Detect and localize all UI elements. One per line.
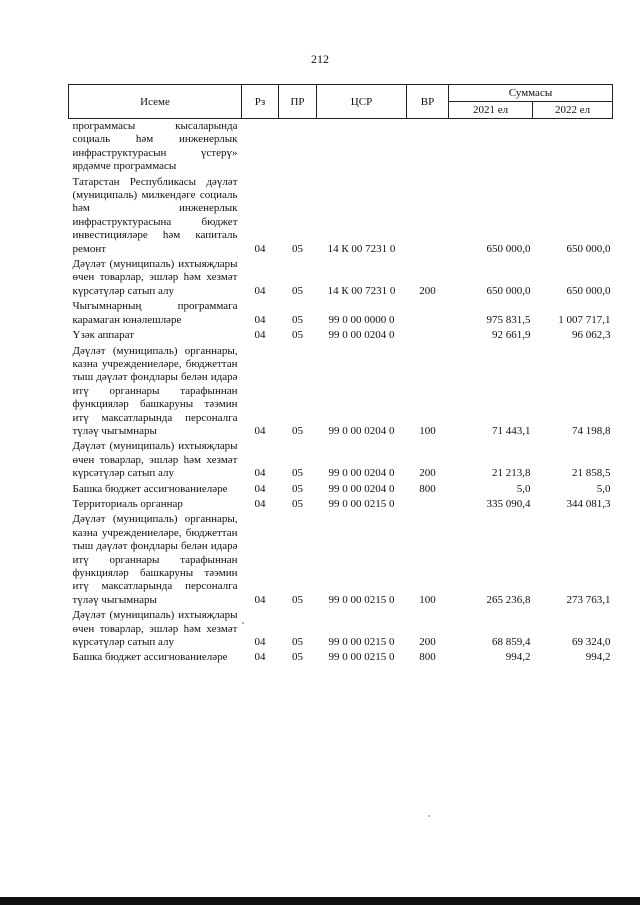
table-body (69, 119, 613, 666)
row-name: Дәүләт (муниципаль) ихтыяҗлары өчен товарлар, эшләр һәм хезмәт күрсәтүләр сатып алу (72, 609, 238, 649)
row-name: Башка бюджет ассигнованиеләре (72, 482, 228, 495)
header-name: Исеме (69, 85, 242, 119)
header-pr: ПР (279, 85, 317, 119)
row-rz: 04 (254, 593, 266, 606)
row-sum-2021: 21 213,8 (492, 467, 531, 480)
row-pr: 05 (292, 482, 303, 495)
scan-speck (428, 815, 430, 817)
row-sum-2022: 994,2 (585, 651, 611, 664)
table-row (69, 497, 613, 512)
row-sum-2022: 273 763,1 (566, 593, 611, 606)
row-csr: 99 0 00 0000 0 (328, 313, 395, 326)
row-pr: 05 (292, 636, 303, 649)
row-sum-2021: 650 000,0 (486, 242, 531, 255)
table-row (69, 439, 613, 481)
header-csr: ЦСР (317, 85, 407, 119)
table-row (69, 608, 613, 650)
budget-table (68, 84, 613, 666)
row-pr: 05 (292, 284, 303, 297)
row-rz: 04 (254, 482, 266, 495)
row-vr: 100 (419, 424, 436, 437)
row-sum-2022: 650 000,0 (566, 284, 611, 297)
row-pr: 05 (292, 242, 303, 255)
row-vr: 800 (419, 651, 436, 664)
table-header (69, 85, 613, 119)
row-vr: 100 (419, 593, 436, 606)
header-sums: Суммасы (449, 85, 613, 102)
row-pr: 05 (292, 424, 303, 437)
header-vr: ВР (407, 85, 449, 119)
row-rz: 04 (254, 497, 266, 510)
table-row (69, 344, 613, 440)
row-rz: 04 (254, 284, 266, 297)
table-row (69, 299, 613, 328)
header-rz: Рз (242, 85, 279, 119)
row-rz: 04 (254, 242, 266, 255)
row-vr: 200 (419, 284, 436, 297)
row-csr: 99 0 00 0215 0 (328, 636, 395, 649)
table-row (69, 482, 613, 497)
row-csr: 99 0 00 0204 0 (328, 482, 395, 495)
page-number: 212 (311, 52, 329, 66)
header-year-2021: 2021 ел (449, 102, 533, 119)
row-pr: 05 (292, 329, 303, 342)
row-vr (407, 328, 449, 343)
row-sum-2021: 92 661,9 (492, 329, 531, 342)
row-pr: 05 (292, 467, 303, 480)
row-vr (407, 497, 449, 512)
row-sum-2022: 96 062,3 (572, 329, 611, 342)
row-csr: 14 К 00 7231 0 (327, 242, 396, 255)
row-sum-2021: 5,0 (516, 482, 531, 495)
row-vr (407, 299, 449, 328)
table-row (69, 328, 613, 343)
row-sum-2022: 1 007 717,1 (558, 313, 611, 326)
row-sum-2021: 975 831,5 (486, 313, 531, 326)
header-year-2022: 2022 ел (533, 102, 613, 119)
table-row (69, 512, 613, 608)
row-sum-2022 (533, 119, 613, 175)
row-name: Үзәк аппарат (72, 329, 135, 342)
row-name: программасы кысаларында социаль һәм инженерлык инфраструктурасын үстерү» ярдәмче программасы (72, 120, 238, 173)
row-name: Дәүләт (муниципаль) органнары, казна учреждениеләре, бюджеттан тыш дәүләт фондлары белән идарә итү органнары тарафыннан функцияләр башкаруны тәэмин итү максатларында персоналга түләү чыгымнары (72, 344, 238, 437)
row-sum-2021 (449, 119, 533, 175)
row-pr: 05 (292, 593, 303, 606)
table-row (69, 650, 613, 665)
row-name: Башка бюджет ассигнованиеләре (72, 651, 228, 664)
row-sum-2021: 650 000,0 (486, 284, 531, 297)
table-row (69, 119, 613, 175)
row-pr: 05 (292, 497, 303, 510)
row-pr: 05 (292, 651, 303, 664)
scan-speck (242, 622, 244, 624)
row-name: Дәүләт (муниципаль) ихтыяҗлары өчен товарлар, эшләр һәм хезмәт күрсәтүләр сатып алу (72, 440, 238, 480)
row-csr: 14 К 00 7231 0 (327, 284, 396, 297)
row-sum-2022: 344 081,3 (566, 497, 611, 510)
row-csr (317, 119, 407, 175)
row-rz: 04 (254, 313, 266, 326)
row-sum-2022: 5,0 (596, 482, 611, 495)
row-sum-2022: 74 198,8 (572, 424, 611, 437)
row-rz: 04 (254, 329, 266, 342)
row-sum-2021: 994,2 (505, 651, 531, 664)
row-name: Чыгымнарның программага карамаган юнәлешләре (72, 300, 238, 326)
scan-bottom-edge (0, 897, 640, 905)
table-row (69, 257, 613, 299)
row-pr: 05 (292, 313, 303, 326)
row-sum-2022: 69 324,0 (572, 636, 611, 649)
row-csr: 99 0 00 0204 0 (328, 424, 395, 437)
row-name: Территориаль органнар (72, 497, 183, 510)
row-sum-2022: 21 858,5 (572, 467, 611, 480)
row-csr: 99 0 00 0204 0 (328, 467, 395, 480)
row-rz (242, 119, 279, 175)
row-csr: 99 0 00 0215 0 (328, 651, 395, 664)
row-rz: 04 (254, 651, 266, 664)
row-sum-2021: 71 443,1 (492, 424, 531, 437)
row-pr (279, 119, 317, 175)
row-rz: 04 (254, 424, 266, 437)
row-name: Дәүләт (муниципаль) ихтыяҗлары өчен товарлар, эшләр һәм хезмәт күрсәтүләр сатып алу (72, 258, 238, 297)
row-sum-2021: 68 859,4 (492, 636, 531, 649)
row-vr: 200 (419, 636, 436, 649)
row-name: Татарстан Республикасы дәүләт (муниципаль) милкендәге социаль һәм инженерлык инфраструктурасына бюджет инвестицияләре һәм капиталь ремонт (72, 175, 238, 255)
table-row (69, 175, 613, 257)
row-sum-2021: 335 090,4 (486, 497, 531, 510)
row-name: Дәүләт (муниципаль) органнары, казна учреждениеләре, бюджеттан тыш дәүләт фондлары белән идарә итү органнары тарафыннан функцияләр башкаруны тәэмин итү максатларында персоналга түләү чыгымнары (72, 513, 238, 606)
row-rz: 04 (254, 467, 266, 480)
row-csr: 99 0 00 0215 0 (328, 593, 395, 606)
row-sum-2022: 650 000,0 (566, 242, 611, 255)
row-csr: 99 0 00 0204 0 (328, 329, 395, 342)
row-sum-2021: 265 236,8 (486, 593, 531, 606)
row-vr: 800 (419, 482, 436, 495)
row-rz: 04 (254, 636, 266, 649)
row-csr: 99 0 00 0215 0 (328, 497, 395, 510)
row-vr (407, 175, 449, 257)
row-vr: 200 (419, 467, 436, 480)
row-vr (407, 119, 449, 175)
